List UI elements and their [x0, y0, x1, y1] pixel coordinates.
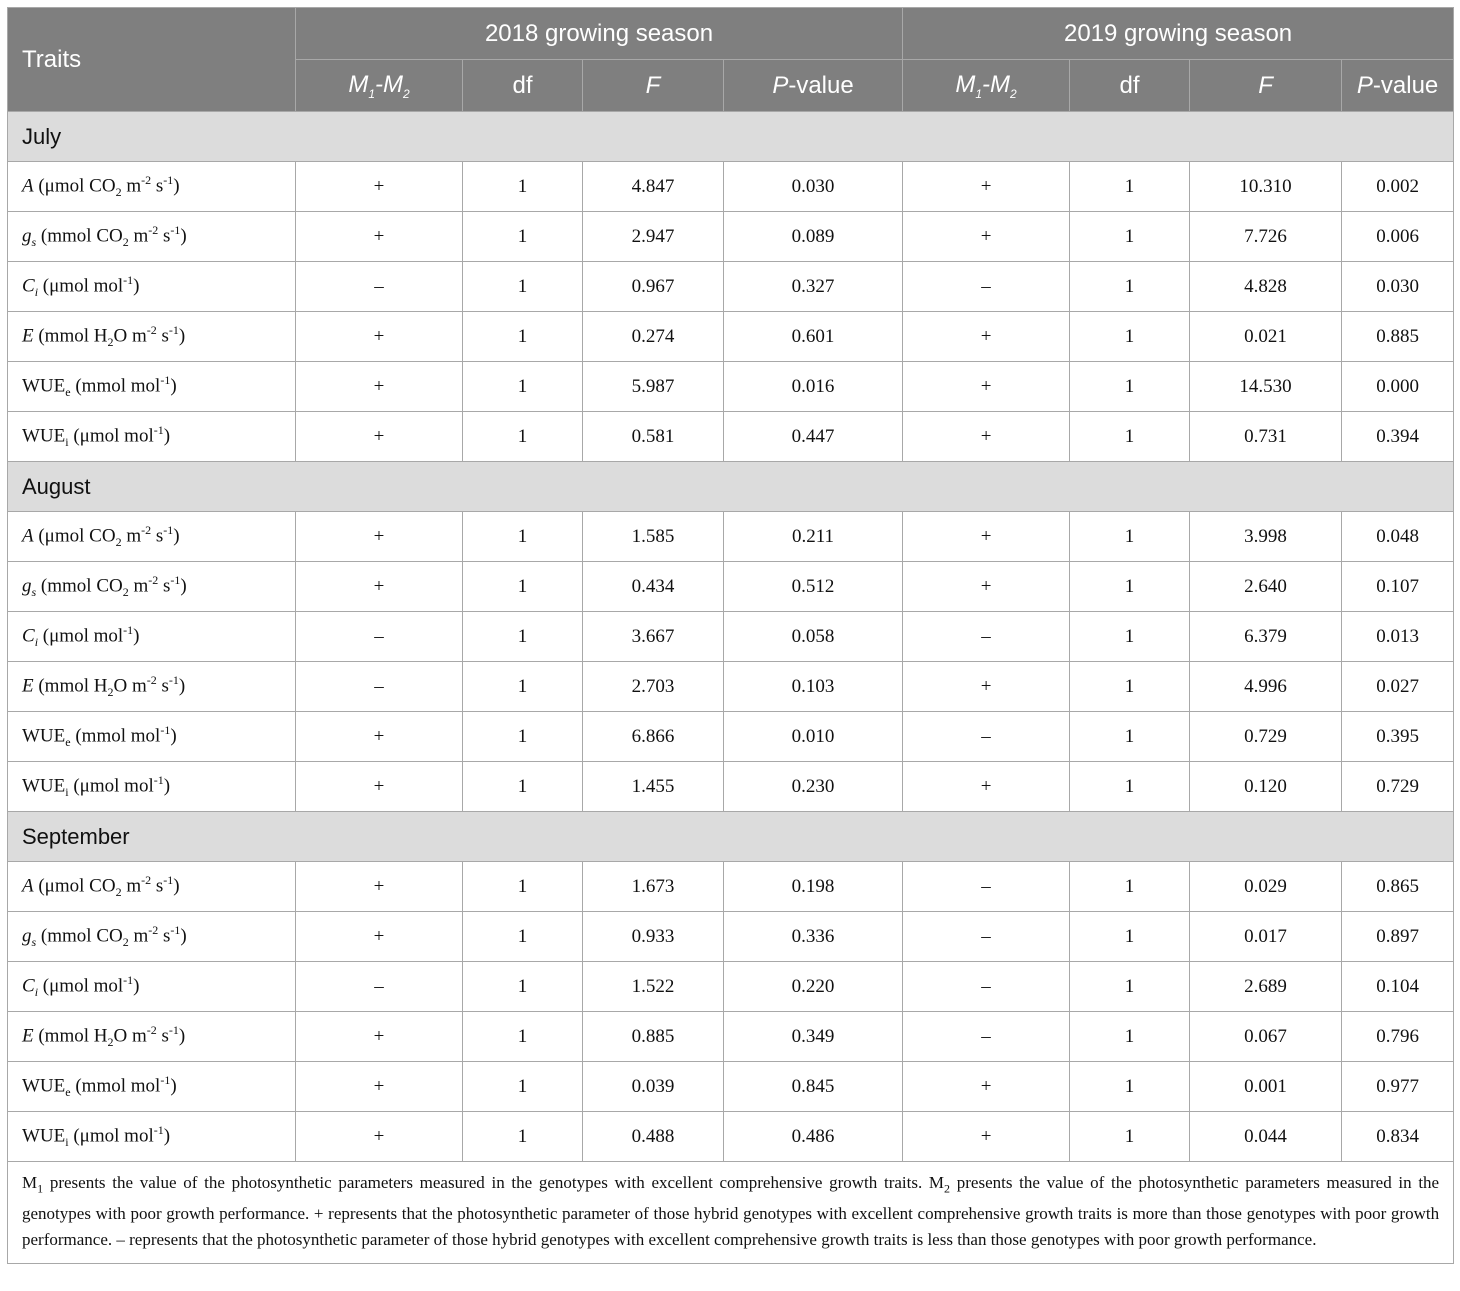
f-2019-cell: 14.530 [1190, 362, 1342, 412]
col-p-2019: P-value [1342, 60, 1454, 112]
p-2018-cell: 0.198 [724, 862, 903, 912]
df-2019-cell: 1 [1070, 512, 1190, 562]
df-2019-cell: 1 [1070, 962, 1190, 1012]
p-2018-cell: 0.058 [724, 612, 903, 662]
p-2018-cell: 0.103 [724, 662, 903, 712]
f-2019-cell: 0.021 [1190, 312, 1342, 362]
f-2019-cell: 7.726 [1190, 212, 1342, 262]
sign-2018-cell: + [296, 162, 463, 212]
table-row [8, 1112, 1454, 1162]
trait-name: A (μmol $CO_2$ $m^{-2}$ $s^{-1}$) [8, 512, 296, 562]
df-2018-cell: 1 [463, 1062, 583, 1112]
f-2018-cell: 0.488 [583, 1112, 724, 1162]
df-2018-cell: 1 [463, 1012, 583, 1062]
f-2019-cell: 3.998 [1190, 512, 1342, 562]
p-2018-cell: 0.845 [724, 1062, 903, 1112]
section-row [8, 462, 1454, 512]
section-row [8, 812, 1454, 862]
sign-2018-cell: + [296, 712, 463, 762]
df-2018-cell: 1 [463, 612, 583, 662]
p-2019-cell: 0.796 [1342, 1012, 1454, 1062]
df-2018-cell: 1 [463, 512, 583, 562]
sign-2018-cell: + [296, 562, 463, 612]
trait-name: E (mmol $H_2O$ $m^{-2}$ $s^{-1}$) [8, 1012, 296, 1062]
season-2019-header: 2019 growing season [903, 8, 1454, 60]
f-2019-cell: 4.828 [1190, 262, 1342, 312]
p-2018-cell: 0.512 [724, 562, 903, 612]
sign-2018-cell: – [296, 962, 463, 1012]
df-2019-cell: 1 [1070, 712, 1190, 762]
p-2019-cell: 0.394 [1342, 412, 1454, 462]
table-row [8, 712, 1454, 762]
section-label: August [8, 462, 1454, 512]
df-2018-cell: 1 [463, 262, 583, 312]
trait-name: E (mmol $H_2O$ $m^{-2}$ $s^{-1}$) [8, 662, 296, 712]
f-2019-cell: 6.379 [1190, 612, 1342, 662]
p-2018-cell: 0.486 [724, 1112, 903, 1162]
sign-2018-cell: – [296, 662, 463, 712]
p-2018-cell: 0.447 [724, 412, 903, 462]
sign-2019-cell: + [903, 662, 1070, 712]
table-row [8, 1012, 1454, 1062]
sign-2019-cell: – [903, 1012, 1070, 1062]
sign-2019-cell: + [903, 162, 1070, 212]
table-row [8, 362, 1454, 412]
sign-2019-cell: + [903, 562, 1070, 612]
sign-2018-cell: + [296, 1112, 463, 1162]
table-footnote: $M_1$ presents the value of the photosynthetic parameters measured in the genotypes with excellent comprehensive growth traits. $M_2$ presents the value of the photosynthetic parameters measured in the genotypes with poor growth performance. + represents that the photosynthetic parameter of those hybrid genotypes with excellent comprehensive growth traits is more than those genotypes with poor growth performance. – represents that the photosynthetic parameter of those hybrid genotypes with excellent comprehensive growth traits is less than those genotypes with poor growth performance. [8, 1162, 1454, 1264]
f-2019-cell: 0.029 [1190, 862, 1342, 912]
sign-2019-cell: – [903, 712, 1070, 762]
table-body [8, 112, 1454, 1162]
f-2019-cell: 0.731 [1190, 412, 1342, 462]
sign-2018-cell: + [296, 362, 463, 412]
trait-name: $C_i$ (μmol mol$^{-1}$) [8, 612, 296, 662]
df-2018-cell: 1 [463, 712, 583, 762]
df-2019-cell: 1 [1070, 1112, 1190, 1162]
trait-name: $g_s$ (mmol $CO_2$ $m^{-2}$ $s^{-1}$) [8, 912, 296, 962]
p-2018-cell: 0.030 [724, 162, 903, 212]
col-df-2019: df [1070, 60, 1190, 112]
p-2019-cell: 0.002 [1342, 162, 1454, 212]
p-2019-cell: 0.048 [1342, 512, 1454, 562]
f-2018-cell: 1.455 [583, 762, 724, 812]
table-row [8, 412, 1454, 462]
table-row [8, 512, 1454, 562]
df-2019-cell: 1 [1070, 662, 1190, 712]
df-2018-cell: 1 [463, 662, 583, 712]
trait-name: A (μmol $CO_2$ $m^{-2}$ $s^{-1}$) [8, 862, 296, 912]
f-2018-cell: 0.434 [583, 562, 724, 612]
p-2018-cell: 0.016 [724, 362, 903, 412]
sign-2019-cell: + [903, 1062, 1070, 1112]
p-2018-cell: 0.211 [724, 512, 903, 562]
df-2018-cell: 1 [463, 312, 583, 362]
p-2019-cell: 0.000 [1342, 362, 1454, 412]
sign-2018-cell: + [296, 862, 463, 912]
df-2019-cell: 1 [1070, 362, 1190, 412]
df-2018-cell: 1 [463, 412, 583, 462]
f-2018-cell: 0.039 [583, 1062, 724, 1112]
sign-2019-cell: + [903, 1112, 1070, 1162]
df-2019-cell: 1 [1070, 612, 1190, 662]
table-row [8, 162, 1454, 212]
p-2019-cell: 0.729 [1342, 762, 1454, 812]
df-2019-cell: 1 [1070, 212, 1190, 262]
sign-2018-cell: + [296, 762, 463, 812]
col-f-2018: F [583, 60, 724, 112]
df-2018-cell: 1 [463, 1112, 583, 1162]
p-2018-cell: 0.601 [724, 312, 903, 362]
f-2018-cell: 0.581 [583, 412, 724, 462]
f-2018-cell: 4.847 [583, 162, 724, 212]
p-2019-cell: 0.897 [1342, 912, 1454, 962]
col-df-2018: df [463, 60, 583, 112]
section-label: September [8, 812, 1454, 862]
sign-2019-cell: – [903, 862, 1070, 912]
df-2018-cell: 1 [463, 562, 583, 612]
sign-2018-cell: + [296, 912, 463, 962]
trait-name: $WUE_i$ (μmol mol$^{-1}$) [8, 1112, 296, 1162]
section-label: July [8, 112, 1454, 162]
p-2018-cell: 0.010 [724, 712, 903, 762]
trait-name: $C_i$ (μmol mol$^{-1}$) [8, 962, 296, 1012]
trait-name: $WUE_i$ (μmol mol$^{-1}$) [8, 412, 296, 462]
f-2019-cell: 0.017 [1190, 912, 1342, 962]
sign-2018-cell: – [296, 262, 463, 312]
trait-name: $g_s$ (mmol $CO_2$ $m^{-2}$ $s^{-1}$) [8, 212, 296, 262]
section-row [8, 112, 1454, 162]
f-2019-cell: 4.996 [1190, 662, 1342, 712]
table-row [8, 612, 1454, 662]
sign-2018-cell: + [296, 1062, 463, 1112]
trait-name: $g_s$ (mmol $CO_2$ $m^{-2}$ $s^{-1}$) [8, 562, 296, 612]
trait-name: $WUE_e$ (mmol mol$^{-1}$) [8, 1062, 296, 1112]
col-m1-m2-2018: $M_1-M_2$ [296, 60, 463, 112]
df-2018-cell: 1 [463, 962, 583, 1012]
f-2018-cell: 3.667 [583, 612, 724, 662]
sign-2018-cell: + [296, 1012, 463, 1062]
table-row [8, 1062, 1454, 1112]
table-row [8, 662, 1454, 712]
sign-2019-cell: – [903, 262, 1070, 312]
f-2018-cell: 2.947 [583, 212, 724, 262]
sign-2018-cell: – [296, 612, 463, 662]
p-2018-cell: 0.327 [724, 262, 903, 312]
p-2018-cell: 0.220 [724, 962, 903, 1012]
season-2018-header: 2018 growing season [296, 8, 903, 60]
f-2019-cell: 10.310 [1190, 162, 1342, 212]
sign-2019-cell: + [903, 212, 1070, 262]
df-2019-cell: 1 [1070, 912, 1190, 962]
p-2019-cell: 0.395 [1342, 712, 1454, 762]
p-2018-cell: 0.230 [724, 762, 903, 812]
df-2019-cell: 1 [1070, 162, 1190, 212]
f-2018-cell: 1.585 [583, 512, 724, 562]
df-2018-cell: 1 [463, 912, 583, 962]
p-2019-cell: 0.834 [1342, 1112, 1454, 1162]
col-p-2018: P-value [724, 60, 903, 112]
table-row [8, 962, 1454, 1012]
f-2019-cell: 0.001 [1190, 1062, 1342, 1112]
df-2018-cell: 1 [463, 862, 583, 912]
df-2019-cell: 1 [1070, 862, 1190, 912]
sign-2019-cell: + [903, 762, 1070, 812]
sign-2019-cell: + [903, 512, 1070, 562]
p-2019-cell: 0.977 [1342, 1062, 1454, 1112]
f-2018-cell: 0.885 [583, 1012, 724, 1062]
df-2018-cell: 1 [463, 762, 583, 812]
f-2018-cell: 1.522 [583, 962, 724, 1012]
f-2018-cell: 0.274 [583, 312, 724, 362]
df-2019-cell: 1 [1070, 312, 1190, 362]
f-2018-cell: 5.987 [583, 362, 724, 412]
df-2018-cell: 1 [463, 162, 583, 212]
f-2018-cell: 0.967 [583, 262, 724, 312]
table-row [8, 912, 1454, 962]
col-m1-m2-2019: $M_1-M_2$ [903, 60, 1070, 112]
f-2018-cell: 2.703 [583, 662, 724, 712]
sign-2018-cell: + [296, 512, 463, 562]
table-row [8, 862, 1454, 912]
anova-table [7, 7, 1454, 1264]
p-2019-cell: 0.027 [1342, 662, 1454, 712]
col-f-2019: F [1190, 60, 1342, 112]
p-2019-cell: 0.013 [1342, 612, 1454, 662]
table-row [8, 562, 1454, 612]
table-row [8, 262, 1454, 312]
df-2019-cell: 1 [1070, 412, 1190, 462]
p-2019-cell: 0.107 [1342, 562, 1454, 612]
f-2018-cell: 0.933 [583, 912, 724, 962]
sign-2019-cell: + [903, 362, 1070, 412]
sign-2019-cell: + [903, 412, 1070, 462]
p-2019-cell: 0.030 [1342, 262, 1454, 312]
sign-2019-cell: – [903, 912, 1070, 962]
p-2019-cell: 0.104 [1342, 962, 1454, 1012]
sign-2019-cell: – [903, 962, 1070, 1012]
trait-name: $C_i$ (μmol mol$^{-1}$) [8, 262, 296, 312]
f-2019-cell: 2.640 [1190, 562, 1342, 612]
table-container [7, 7, 1453, 1264]
f-2018-cell: 1.673 [583, 862, 724, 912]
trait-name: E (mmol $H_2O$ $m^{-2}$ $s^{-1}$) [8, 312, 296, 362]
p-2018-cell: 0.336 [724, 912, 903, 962]
f-2019-cell: 2.689 [1190, 962, 1342, 1012]
trait-name: $WUE_i$ (μmol mol$^{-1}$) [8, 762, 296, 812]
f-2019-cell: 0.067 [1190, 1012, 1342, 1062]
df-2019-cell: 1 [1070, 762, 1190, 812]
sign-2018-cell: + [296, 212, 463, 262]
p-2018-cell: 0.089 [724, 212, 903, 262]
f-2018-cell: 6.866 [583, 712, 724, 762]
trait-name: $WUE_e$ (mmol mol$^{-1}$) [8, 712, 296, 762]
df-2019-cell: 1 [1070, 562, 1190, 612]
p-2019-cell: 0.865 [1342, 862, 1454, 912]
trait-name: $WUE_e$ (mmol mol$^{-1}$) [8, 362, 296, 412]
sign-2018-cell: + [296, 412, 463, 462]
traits-header: Traits [8, 8, 296, 112]
f-2019-cell: 0.729 [1190, 712, 1342, 762]
f-2019-cell: 0.044 [1190, 1112, 1342, 1162]
df-2018-cell: 1 [463, 362, 583, 412]
table-row [8, 312, 1454, 362]
df-2019-cell: 1 [1070, 1012, 1190, 1062]
sign-2019-cell: – [903, 612, 1070, 662]
df-2018-cell: 1 [463, 212, 583, 262]
trait-name: A (μmol $CO_2$ $m^{-2}$ $s^{-1}$) [8, 162, 296, 212]
p-2018-cell: 0.349 [724, 1012, 903, 1062]
df-2019-cell: 1 [1070, 1062, 1190, 1112]
p-2019-cell: 0.006 [1342, 212, 1454, 262]
p-2019-cell: 0.885 [1342, 312, 1454, 362]
table-row [8, 212, 1454, 262]
f-2019-cell: 0.120 [1190, 762, 1342, 812]
sign-2018-cell: + [296, 312, 463, 362]
table-row [8, 762, 1454, 812]
df-2019-cell: 1 [1070, 262, 1190, 312]
sign-2019-cell: + [903, 312, 1070, 362]
